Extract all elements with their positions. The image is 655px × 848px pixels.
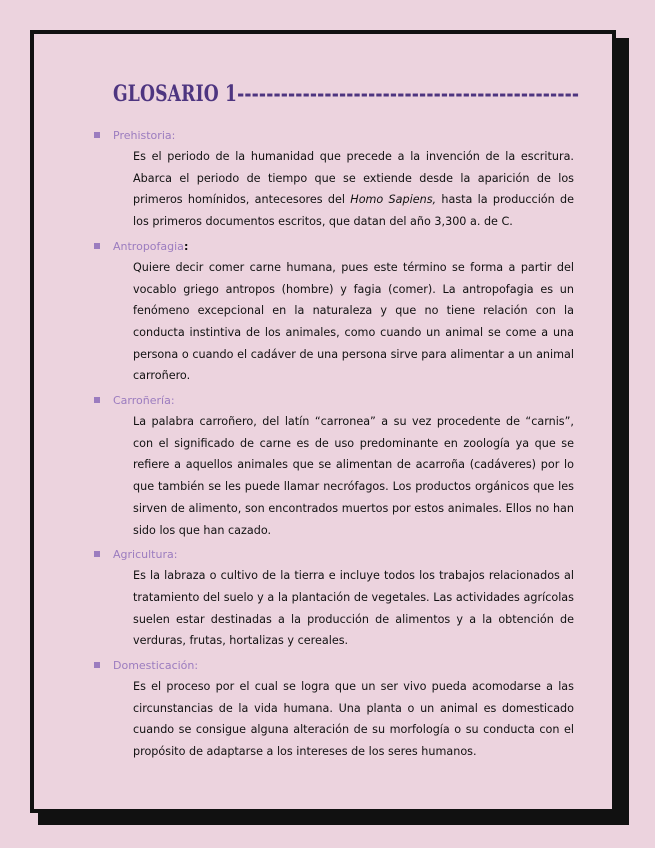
glossary-term-row [92, 390, 574, 411]
definition-text: Es el periodo de la humanidad que precede a la invención de la escritura. Abarca el periodo de tiempo que se extiende desde la aparición de los primeros homínidos, antecesores del [133, 150, 574, 207]
glossary-term: Prehistoria: [113, 129, 176, 142]
square-bullet-icon [94, 397, 100, 403]
glossary-entry-prehistoria [92, 125, 574, 233]
definition-text: hasta la producción de los primeros documentos escritos, que datan del año 3,300 a. de C. [133, 193, 574, 229]
square-bullet-icon [94, 243, 100, 249]
glossary-term: Antropofagia [113, 239, 184, 253]
glossary-term-row [92, 125, 574, 146]
glossary-definition [92, 146, 574, 233]
glossary-term-row [92, 655, 574, 676]
glossary-definition: La palabra carroñero, del latín “carronea” a su vez procedente de “carnis”, con el significado de carne es de uso predominante en zoología ya que se refiere a aquellos animales que se alimentan de acarroña (cadáveres) por lo que también se les puede llamar necrófagos. Los productos orgánicos que les sirven de alimento, son encontrados muertos por estos animales. Ellos no han sido los que han cazado. [133, 415, 574, 537]
glossary-term: Domesticación: [113, 659, 199, 673]
term-colon: : [183, 239, 189, 253]
square-bullet-icon [94, 662, 100, 668]
glossary-definition: Es la labraza o cultivo de la tierra e incluye todos los trabajos relacionados al tratamiento del suelo y a la plantación de vegetales. Las actividades agrícolas suelen estar destinadas a la producción de alimentos y a la obtención de verduras, frutas, hortalizas y cereales. [133, 569, 574, 648]
glossary-entry-carroneria [92, 390, 574, 541]
glossary-definition: Es el proceso por el cual se logra que un ser vivo pueda acomodarse a las circunstancias de la vida humana. Una planta o un animal es domesticado cuando se consigue alguna alteración de su morfología o su conducta con el propósito de adaptarse a los intereses de los seres humanos. [133, 680, 574, 759]
document-page [30, 30, 616, 813]
glossary-term: Agricultura: [113, 548, 178, 562]
glossary-term: Carroñería: [113, 394, 175, 408]
glossary-entry-antropofagia [92, 236, 574, 387]
definition-italic-text: Homo Sapiens, [350, 193, 437, 207]
square-bullet-icon [94, 132, 100, 138]
glossary-definition: Quiere decir comer carne humana, pues este término se forma a partir del vocablo griego antropos (hombre) y fagia (comer). La antropofagia es un fenómeno excepcional en la naturaleza y que no tiene relación con la conducta instintiva de los animales, como cuando un animal se come a una persona o cuando el cadáver de una persona sirve para alimentar a un animal carroñero. [133, 260, 574, 383]
glossary-entry-domesticacion [92, 655, 574, 763]
glossary-term-row [92, 544, 574, 565]
glossary-title: GLOSARIO 1----------------------------------------------- [113, 81, 580, 107]
square-bullet-icon [94, 551, 100, 557]
glossary-term-row [92, 236, 574, 257]
glossary-list [92, 125, 574, 766]
glossary-entry-agricultura [92, 544, 574, 652]
